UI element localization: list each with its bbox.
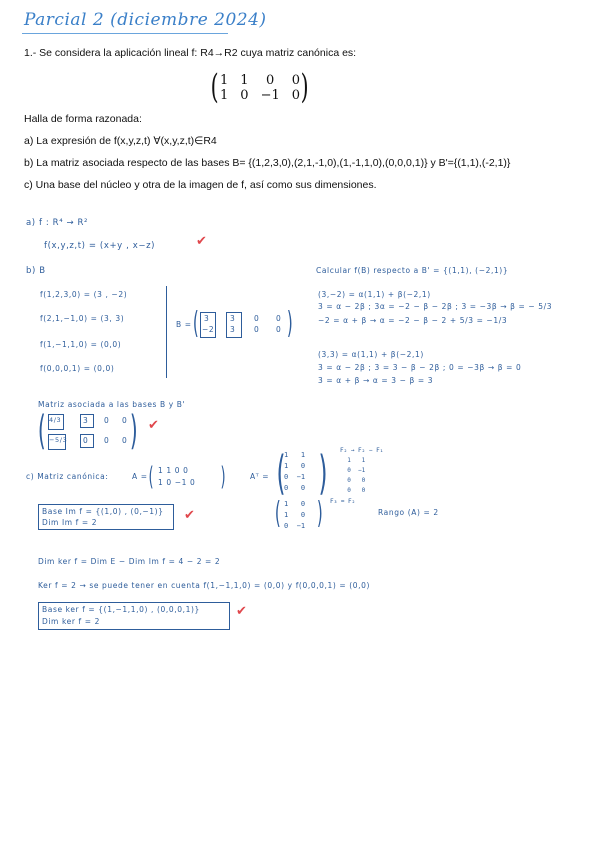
right-line: 3 = α + β → α = 3 − β = 3 bbox=[318, 376, 434, 385]
check-mark: ✔ bbox=[184, 508, 195, 523]
c-A-label: A = bbox=[132, 472, 148, 481]
check-mark: ✔ bbox=[148, 418, 159, 433]
matrix-cell: 0 bbox=[266, 73, 275, 88]
right-line: 3 = α − 2β ; 3 = 3 − β − 2β ; 0 = −3β → β = 0 bbox=[318, 363, 522, 372]
matrix-row bbox=[214, 88, 306, 103]
paren-right: ) bbox=[286, 306, 293, 341]
ker-dim: Dim ker f = 2 bbox=[42, 617, 100, 626]
c-At-matrix: 1 1 1 0 0 −1 0 0 bbox=[284, 451, 306, 492]
right-line: (3,−2) = α(1,1) + β(−2,1) bbox=[318, 290, 431, 299]
b-result-cell: 0 bbox=[276, 325, 282, 334]
c-heading: c) Matriz canónica: bbox=[26, 472, 109, 481]
note-b-heading: b) B bbox=[26, 266, 46, 276]
right-line: (3,3) = α(1,1) + β(−2,1) bbox=[318, 350, 424, 359]
matrix-right-paren: ) bbox=[300, 67, 309, 107]
b-result-cell: 3 bbox=[204, 314, 210, 323]
ker-base: Base ker f = {(1,−1,1,0) , (0,0,0,1)} bbox=[42, 605, 200, 614]
dimker-line: Dim ker f = Dim E − Dim Im f = 4 − 2 = 2 bbox=[38, 557, 221, 566]
matrix-cell: 0 bbox=[240, 88, 249, 103]
note-b-line: f(0,0,0,1) = (0,0) bbox=[40, 364, 115, 373]
check-mark: ✔ bbox=[236, 604, 247, 619]
paren-right: ) bbox=[318, 446, 328, 500]
note-b-line: f(1,−1,1,0) = (0,0) bbox=[40, 340, 122, 349]
assoc-cell: 3 bbox=[83, 416, 89, 425]
assoc-cell: −5/3 bbox=[49, 436, 68, 444]
b-result-cell: 0 bbox=[254, 325, 260, 334]
im-base: Base Im f = {(1,0) , (0,−1)} bbox=[42, 507, 164, 516]
b-result-cell: 0 bbox=[276, 314, 282, 323]
c-reduced-matrix: 1 0 1 0 0 −1 bbox=[284, 500, 306, 530]
matrix-row bbox=[214, 73, 306, 88]
assoc-cell: 0 bbox=[83, 436, 89, 445]
assoc-cell: 0 bbox=[104, 416, 110, 425]
paren-left: ( bbox=[276, 446, 286, 500]
c-row-ops-2: F₃ = F₂ bbox=[330, 498, 356, 505]
b-result-cell: 3 bbox=[230, 325, 236, 334]
paren-left: ( bbox=[192, 306, 199, 341]
part-c: c) Una base del núcleo y otra de la imagen de f, así como sus dimensiones. bbox=[24, 179, 377, 191]
instruction: Halla de forma razonada: bbox=[24, 113, 142, 125]
problem-statement: 1.- Se considera la aplicación lineal f: R4→R2 cuya matriz canónica es: bbox=[24, 47, 357, 59]
matrix-cell: 1 bbox=[240, 73, 249, 88]
brace-line bbox=[166, 286, 167, 378]
paren-right: ) bbox=[220, 462, 226, 492]
paren-left: ( bbox=[37, 408, 46, 454]
note-a-expression: f(x,y,z,t) = (x+y , x−z) bbox=[44, 241, 156, 251]
assoc-cell: 0 bbox=[122, 416, 128, 425]
right-heading: Calcular f(B) respecto a B' = {(1,1), (−2,1)} bbox=[316, 266, 509, 275]
paren-right: ) bbox=[129, 408, 138, 454]
page-title: Parcial 2 (diciembre 2024) bbox=[24, 10, 267, 30]
right-line: −2 = α + β → α = −2 − β − 2 + 5/3 = −1/3 bbox=[318, 316, 508, 325]
assoc-cell: 0 bbox=[122, 436, 128, 445]
canonical-matrix bbox=[214, 73, 306, 103]
b-result-cell: 3 bbox=[230, 314, 236, 323]
note-b-line: f(1,2,3,0) = (3 , −2) bbox=[40, 290, 128, 299]
assoc-cell: 0 bbox=[104, 436, 110, 445]
kerf-line: Ker f = 2 → se puede tener en cuenta f(1,−1,1,0) = (0,0) y f(0,0,0,1) = (0,0) bbox=[38, 581, 371, 590]
im-dim: Dim Im f = 2 bbox=[42, 518, 98, 527]
part-a: a) La expresión de f(x,y,z,t) ∀(x,y,z,t)∈R4 bbox=[24, 135, 217, 147]
check-mark: ✔ bbox=[196, 234, 207, 249]
paren-right: ) bbox=[316, 496, 323, 531]
assoc-cell: 4/3 bbox=[49, 416, 62, 424]
rank-result: Rango (A) = 2 bbox=[378, 508, 439, 517]
title-underline bbox=[22, 33, 228, 34]
note-b-line: f(2,1,−1,0) = (3, 3) bbox=[40, 314, 125, 323]
paren-left: ( bbox=[148, 462, 154, 492]
paren-left: ( bbox=[274, 496, 281, 531]
matrix-cell: 1 bbox=[220, 73, 229, 88]
right-line: 3 = α − 2β ; 3α = −2 − β − 2β ; 3 = −3β → β = − 5/3 bbox=[318, 302, 553, 311]
c-At-label: Aᵀ = bbox=[250, 472, 270, 481]
assoc-heading: Matriz asociada a las bases B y B' bbox=[38, 400, 186, 409]
matrix-left-paren: ( bbox=[210, 67, 219, 107]
b-result-cell: −2 bbox=[202, 325, 215, 334]
matrix-cell: 1 bbox=[220, 88, 229, 103]
b-result-cell: 0 bbox=[254, 314, 260, 323]
c-A-row: 1 1 0 0 bbox=[158, 466, 189, 475]
note-a-heading: a) f : R⁴ → R² bbox=[26, 218, 89, 228]
part-b: b) La matriz asociada respecto de las bases B= {(1,2,3,0),(2,1,-1,0),(1,-1,1,0),(0,0,0,1)} y B'={(1,1),(-2,1)} bbox=[24, 157, 511, 169]
matrix-cell: −1 bbox=[260, 88, 280, 103]
c-A-row: 1 0 −1 0 bbox=[158, 478, 196, 487]
matrix-cell: 0 bbox=[291, 88, 301, 103]
c-row-ops: F₂ → F₂ − F₁ 1 1 0 −1 0 0 0 0 bbox=[340, 447, 384, 494]
b-result-label: B = bbox=[176, 320, 192, 329]
matrix-cell: 0 bbox=[291, 73, 301, 88]
